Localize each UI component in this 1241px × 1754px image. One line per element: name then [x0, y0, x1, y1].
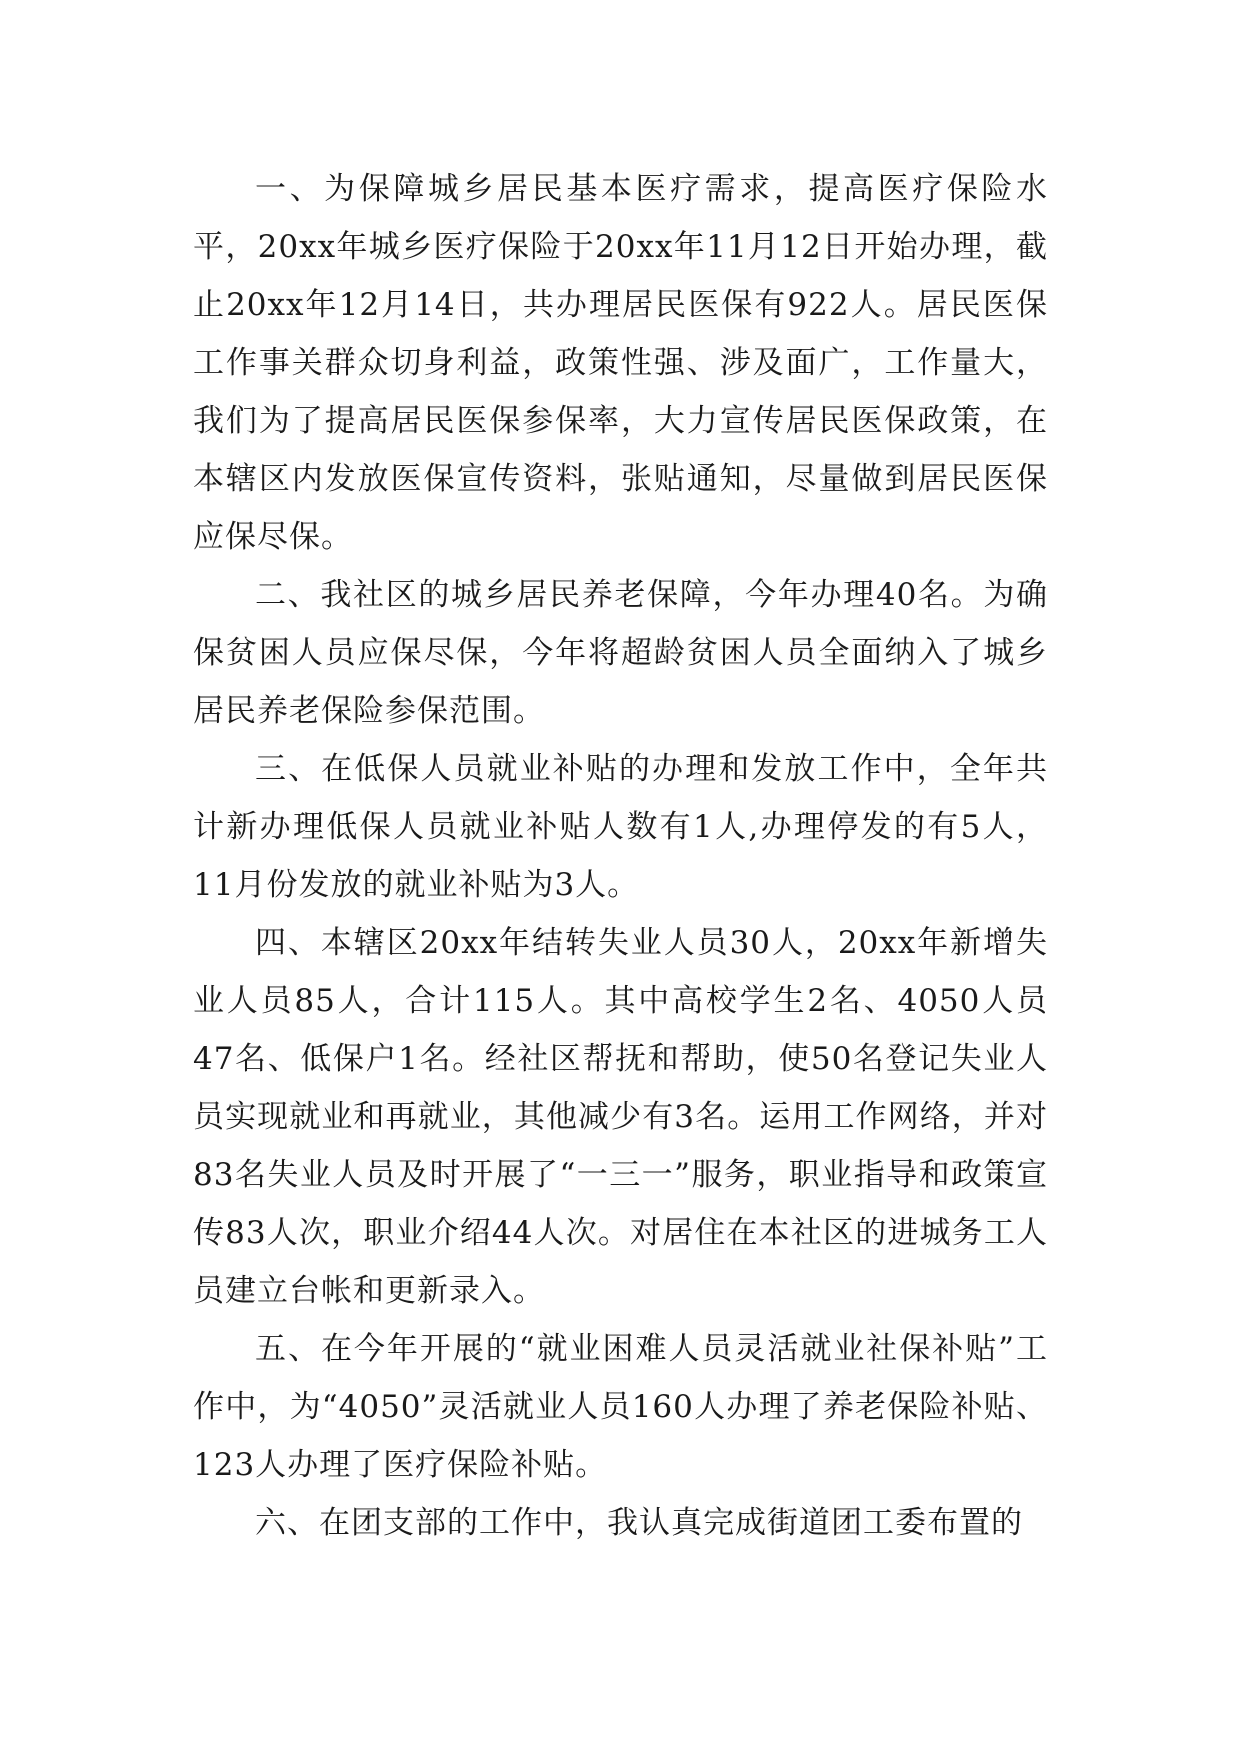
- paragraph-league-branch: 六、在团支部的工作中，我认真完成街道团工委布置的: [255, 1505, 1023, 1541]
- paragraph-pension-insurance: 二、我社区的城乡居民养老保障，今年办理40名。为确保贫困人员应保尽保，今年将超龄贫困人员全面纳入了城乡居民养老保险参保范围。: [193, 577, 1048, 729]
- paragraph-unemployment: 四、本辖区20xx年结转失业人员30人，20xx年新增失业人员85人，合计115人。其中高校学生2名、4050人员47名、低保户1名。经社区帮抚和帮助，使50名登记失业人员实现就业和再就业，其他减少有3名。运用工作网络，并对83名失业人员及时开展了“一三一”服务，职业指导和政策宣传83人次，职业介绍44人次。对居住在本社区的进城务工人员建立台帐和更新录入。: [193, 925, 1048, 1309]
- paragraph-medical-insurance: 一、为保障城乡居民基本医疗需求，提高医疗保险水平，20xx年城乡医疗保险于20xx年11月12日开始办理，截止20xx年12月14日，共办理居民医保有922人。居民医保工作事关群众切身利益，政策性强、涉及面广，工作量大，我们为了提高居民医保参保率，大力宣传居民医保政策，在本辖区内发放医保宣传资料，张贴通知，尽量做到居民医保应保尽保。: [193, 171, 1048, 555]
- paragraph-social-security-subsidy: 五、在今年开展的“就业困难人员灵活就业社保补贴”工作中，为“4050”灵活就业人员160人办理了养老保险补贴、123人办理了医疗保险补贴。: [193, 1331, 1048, 1483]
- document-page: [193, 160, 1048, 1552]
- paragraph-employment-subsidy: 三、在低保人员就业补贴的办理和发放工作中，全年共计新办理低保人员就业补贴人数有1人,办理停发的有5人，11月份发放的就业补贴为3人。: [193, 751, 1048, 903]
